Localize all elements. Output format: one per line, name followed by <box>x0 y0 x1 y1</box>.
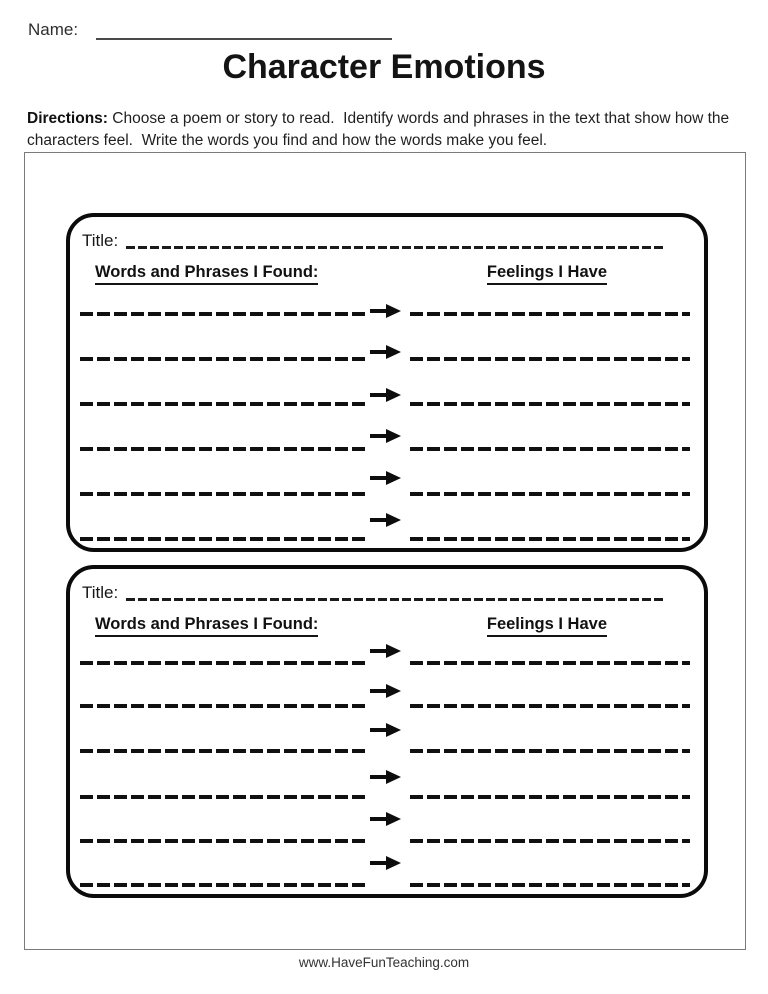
entry-row <box>70 704 704 708</box>
directions-label: Directions: <box>27 110 108 127</box>
feelings-write-line <box>410 839 690 843</box>
entry-row <box>70 795 704 799</box>
arrow-right-icon <box>370 855 402 871</box>
box-title-label: Title: <box>82 583 119 602</box>
feelings-header: Feelings I Have <box>487 263 607 285</box>
arrow-right-icon <box>370 722 402 738</box>
arrow-right-icon <box>370 387 402 403</box>
feelings-write-line <box>410 492 690 496</box>
arrow-right-icon <box>370 769 402 785</box>
words-write-line <box>80 537 365 541</box>
directions-body: Choose a poem or story to read. Identify words and phrases in the text that show how the characters feel. Write the words you find and how the words make you feel. <box>27 110 734 149</box>
arrow-right-icon <box>370 303 402 319</box>
directions-text <box>27 108 740 152</box>
feelings-write-line <box>410 402 690 406</box>
words-write-line <box>80 492 365 496</box>
entry-row <box>70 883 704 887</box>
footer-url: www.HaveFunTeaching.com <box>298 955 470 970</box>
arrow-right-icon <box>370 470 402 486</box>
words-write-line <box>80 447 365 451</box>
words-write-line <box>80 795 365 799</box>
box-title-label: Title: <box>82 231 119 250</box>
feelings-write-line <box>410 883 690 887</box>
box-title-write-line <box>126 598 664 601</box>
arrow-right-icon <box>370 643 402 659</box>
entry-row <box>70 839 704 843</box>
words-write-line <box>80 357 365 361</box>
words-write-line <box>80 661 365 665</box>
emotion-box-2 <box>66 565 708 898</box>
words-write-line <box>80 704 365 708</box>
feelings-write-line <box>410 447 690 451</box>
column-headers <box>82 615 692 637</box>
words-write-line <box>80 883 365 887</box>
entry-row <box>70 312 704 316</box>
arrow-right-icon <box>370 428 402 444</box>
feelings-write-line <box>410 537 690 541</box>
name-label: Name: <box>28 20 79 39</box>
name-write-line <box>96 18 392 40</box>
feelings-write-line <box>410 795 690 799</box>
entry-row <box>70 537 704 541</box>
feelings-write-line <box>410 661 690 665</box>
feelings-write-line <box>410 357 690 361</box>
words-write-line <box>80 749 365 753</box>
words-found-header: Words and Phrases I Found: <box>95 615 318 637</box>
words-write-line <box>80 312 365 316</box>
entry-row <box>70 357 704 361</box>
entry-row <box>70 749 704 753</box>
name-row <box>28 18 392 40</box>
box-title-row <box>82 583 664 603</box>
feelings-write-line <box>410 704 690 708</box>
words-write-line <box>80 402 365 406</box>
page-title: Character Emotions <box>222 48 546 86</box>
box-title-row <box>82 231 664 251</box>
words-found-header: Words and Phrases I Found: <box>95 263 318 285</box>
feelings-write-line <box>410 312 690 316</box>
feelings-write-line <box>410 749 690 753</box>
entry-row <box>70 661 704 665</box>
entry-row <box>70 402 704 406</box>
emotion-box-1 <box>66 213 708 552</box>
feelings-header: Feelings I Have <box>487 615 607 637</box>
column-headers <box>82 263 692 285</box>
entry-row <box>70 447 704 451</box>
words-write-line <box>80 839 365 843</box>
arrow-right-icon <box>370 344 402 360</box>
arrow-right-icon <box>370 811 402 827</box>
entry-row <box>70 492 704 496</box>
arrow-right-icon <box>370 512 402 528</box>
box-title-write-line <box>126 246 664 249</box>
arrow-right-icon <box>370 683 402 699</box>
